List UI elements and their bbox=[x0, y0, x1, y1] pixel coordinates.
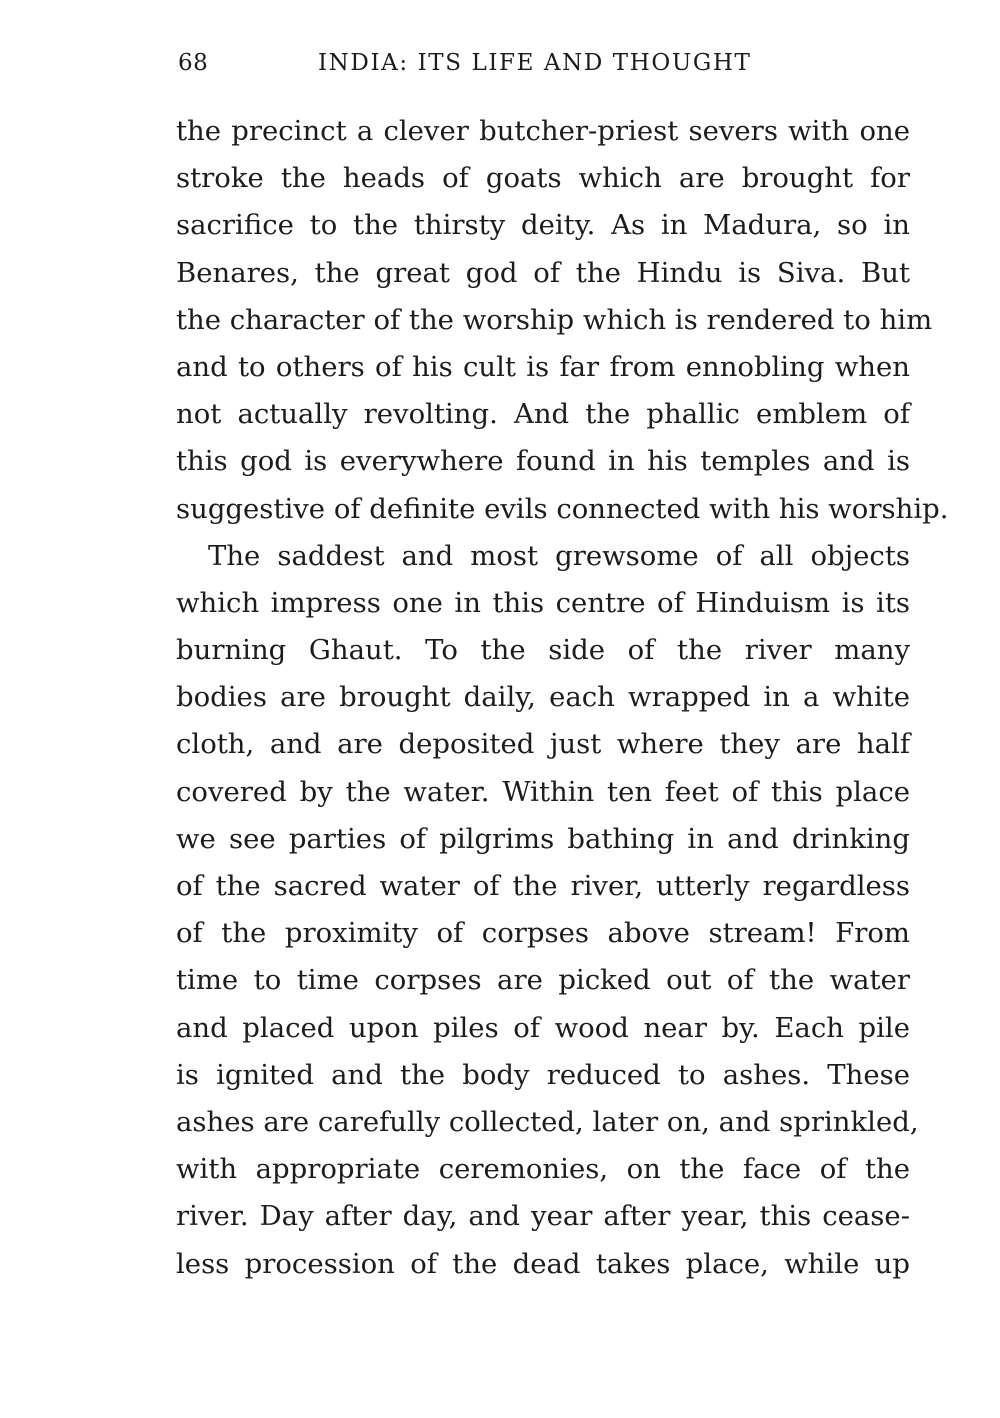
text-line: cloth, and are deposited just where they are half bbox=[176, 728, 910, 761]
text-line: stroke the heads of goats which are brought for bbox=[176, 162, 910, 195]
running-title: INDIA: ITS LIFE AND THOUGHT bbox=[318, 50, 752, 76]
text-line: The saddest and most grewsome of all objects bbox=[208, 539, 910, 572]
text-line: Benares, the great god of the Hindu is Siva. But bbox=[176, 256, 910, 289]
text-line: the precinct a clever butcher-priest severs with one bbox=[176, 115, 910, 147]
body-text bbox=[176, 108, 949, 1288]
text-line: not actually revolting. And the phallic emblem of bbox=[176, 398, 910, 431]
text-line: suggestive of definite evils connected with his worship. bbox=[176, 492, 949, 525]
text-line: less procession of the dead takes place, while up bbox=[176, 1247, 910, 1280]
text-line: is ignited and the body reduced to ashes. These bbox=[176, 1058, 910, 1091]
text-line: this god is everywhere found in his temples and is bbox=[176, 445, 910, 478]
text-line: and placed upon piles of wood near by. Each pile bbox=[176, 1011, 910, 1044]
text-line: ashes are carefully collected, later on, and sprinkled, bbox=[176, 1105, 919, 1138]
text-line: which impress one in this centre of Hinduism is its bbox=[176, 586, 910, 619]
text-line: covered by the water. Within ten feet of this place bbox=[176, 775, 910, 808]
paragraph bbox=[176, 533, 919, 1288]
page-number: 68 bbox=[178, 50, 209, 76]
text-line: time to time corpses are picked out of the water bbox=[176, 964, 910, 997]
text-line: of the proximity of corpses above stream! From bbox=[176, 917, 910, 950]
text-line: sacrifice to the thirsty deity. As in Madura, so in bbox=[176, 209, 910, 242]
text-line: with appropriate ceremonies, on the face of the bbox=[176, 1153, 910, 1186]
page-header bbox=[178, 50, 798, 82]
text-line: we see parties of pilgrims bathing in and drinking bbox=[176, 822, 910, 855]
paragraph bbox=[176, 108, 949, 533]
text-line: bodies are brought daily, each wrapped in a white bbox=[176, 681, 910, 714]
text-line: the character of the worship which is rendered to him bbox=[176, 303, 933, 336]
text-line: and to others of his cult is far from ennobling when bbox=[176, 350, 910, 383]
text-line: river. Day after day, and year after year, this cease- bbox=[176, 1200, 910, 1233]
text-line: burning Ghaut. To the side of the river many bbox=[176, 634, 910, 667]
text-line: of the sacred water of the river, utterly regardless bbox=[176, 870, 910, 902]
